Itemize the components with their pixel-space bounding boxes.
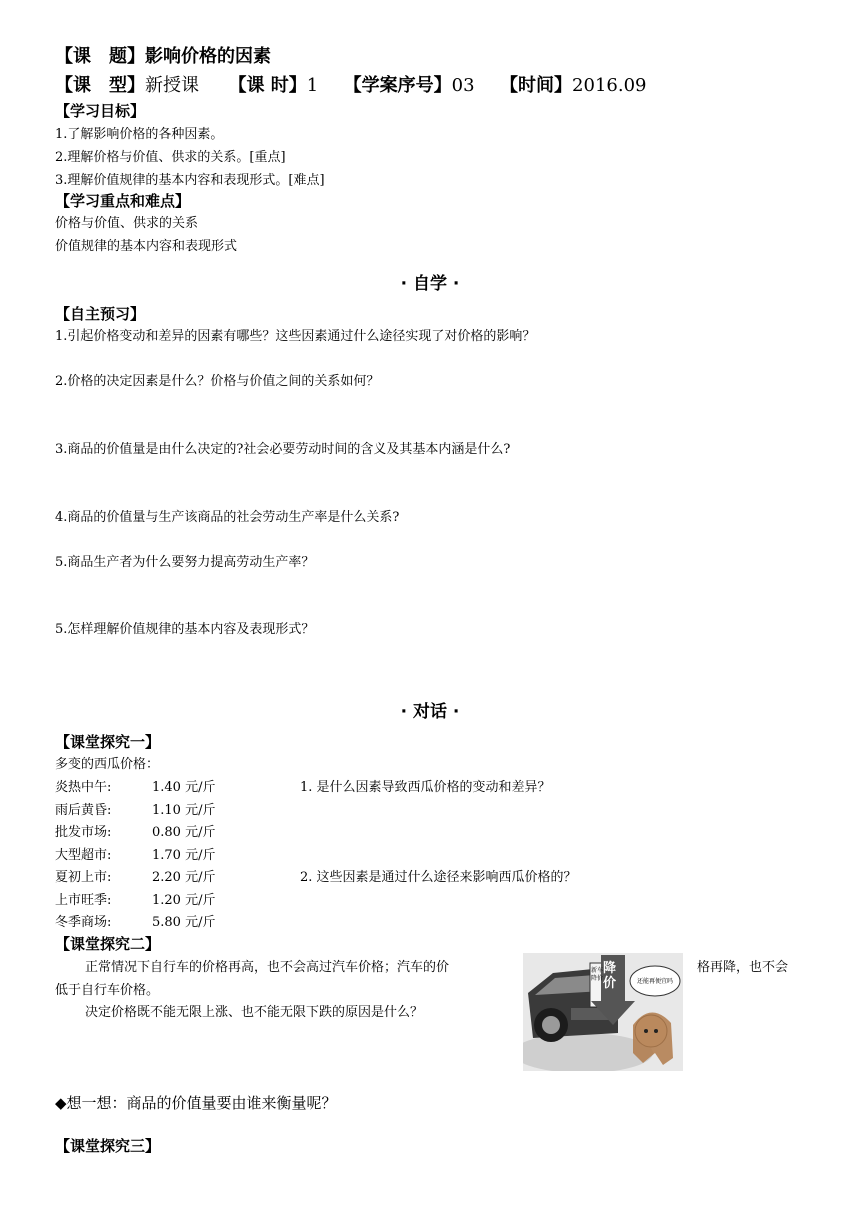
key-point-item: 价格与价值、供求的关系 xyxy=(55,216,199,231)
think-prompt: ◆想一想：商品的价值量要由谁来衡量呢？ xyxy=(55,1094,337,1112)
lesson-meta-line xyxy=(55,75,646,97)
explore1-intro: 多变的西瓜价格： xyxy=(55,757,160,772)
explore1-question: 2. 这些因素是通过什么途径来影响西瓜价格的？ xyxy=(300,870,577,885)
preview-question: 3.商品的价值量是由什么决定的?社会必要劳动时间的含义及其基本内涵是什么? xyxy=(55,442,511,457)
explore2-paragraph: 正常情况下自行车的价格再高，也不会高过汽车价格；汽车的价 xyxy=(85,960,450,975)
dialogue-heading: · 对话 · xyxy=(400,702,460,722)
preview-title: 【自主预习】 xyxy=(55,305,146,323)
explore3-title: 【课堂探究三】 xyxy=(55,1137,161,1155)
goal-item: 3.理解价值规律的基本内容和表现形式。[难点] xyxy=(55,173,325,188)
price-label: 冬季商场: xyxy=(55,915,112,930)
self-study-heading: · 自学 · xyxy=(400,274,460,294)
speech-bubble-text: 还能再便宜吗 xyxy=(637,978,674,985)
price-label: 上市旺季: xyxy=(55,893,112,908)
lesson-type-label: 【课 型】 xyxy=(55,75,145,96)
price-label: 夏初上市: xyxy=(55,870,112,885)
goals-title: 【学习目标】 xyxy=(55,102,146,120)
price-label: 炎热中午: xyxy=(55,780,112,795)
car-price-board: 新车降价 xyxy=(591,967,604,982)
goal-item: 2.理解价格与价值、供求的关系。[重点] xyxy=(55,150,286,165)
price-value: 5.80 元/斤 xyxy=(152,915,216,930)
plan-number-value: 03 xyxy=(451,75,475,96)
key-points-title: 【学习重点和难点】 xyxy=(55,192,191,210)
preview-question: 4.商品的价值量与生产该商品的社会劳动生产率是什么关系? xyxy=(55,510,400,525)
price-value: 1.10 元/斤 xyxy=(152,803,216,818)
lesson-type-value: 新授课 xyxy=(145,75,199,96)
price-value: 2.20 元/斤 xyxy=(152,870,216,885)
lesson-hours-label: 【课 时】 xyxy=(228,75,307,96)
price-value: 1.20 元/斤 xyxy=(152,893,216,908)
lesson-hours-value: 1 xyxy=(306,75,319,96)
price-drop-sign: 降价 xyxy=(603,961,617,991)
lesson-title-line xyxy=(55,46,271,68)
explore1-question: 1. 是什么因素导致西瓜价格的变动和差异？ xyxy=(300,780,551,795)
price-value: 0.80 元/斤 xyxy=(152,825,216,840)
price-value: 1.70 元/斤 xyxy=(152,848,216,863)
price-value: 1.40 元/斤 xyxy=(152,780,216,795)
explore2-question: 决定价格既不能无限上涨、也不能无限下跌的原因是什么？ xyxy=(85,1005,424,1020)
price-label: 雨后黄昏: xyxy=(55,803,112,818)
lesson-title-value: 影响价格的因素 xyxy=(145,46,271,67)
preview-question: 1.引起价格变动和差异的因素有哪些？这些因素通过什么途径实现了对价格的影响？ xyxy=(55,329,536,344)
time-label: 【时间】 xyxy=(500,75,573,96)
price-label: 大型超市: xyxy=(55,848,112,863)
explore2-paragraph-cont: 格再降，也不会 xyxy=(697,960,789,975)
explore2-paragraph-line2: 低于自行车价格。 xyxy=(55,983,160,998)
lesson-title-label: 【课 题】 xyxy=(55,46,145,67)
explore1-title: 【课堂探究一】 xyxy=(55,733,161,751)
explore2-title: 【课堂探究二】 xyxy=(55,935,161,953)
preview-question: 2.价格的决定因素是什么？价格与价值之间的关系如何？ xyxy=(55,374,380,389)
time-value: 2016.09 xyxy=(572,75,647,96)
plan-number-label: 【学案序号】 xyxy=(343,75,452,96)
preview-question: 5.怎样理解价值规律的基本内容及表现形式？ xyxy=(55,622,315,637)
preview-question: 5.商品生产者为什么要努力提高劳动生产率？ xyxy=(55,555,315,570)
key-point-item: 价值规律的基本内容和表现形式 xyxy=(55,239,238,254)
price-label: 批发市场: xyxy=(55,825,112,840)
goal-item: 1.了解影响价格的各种因素。 xyxy=(55,127,224,142)
car-price-illustration xyxy=(523,953,683,1071)
